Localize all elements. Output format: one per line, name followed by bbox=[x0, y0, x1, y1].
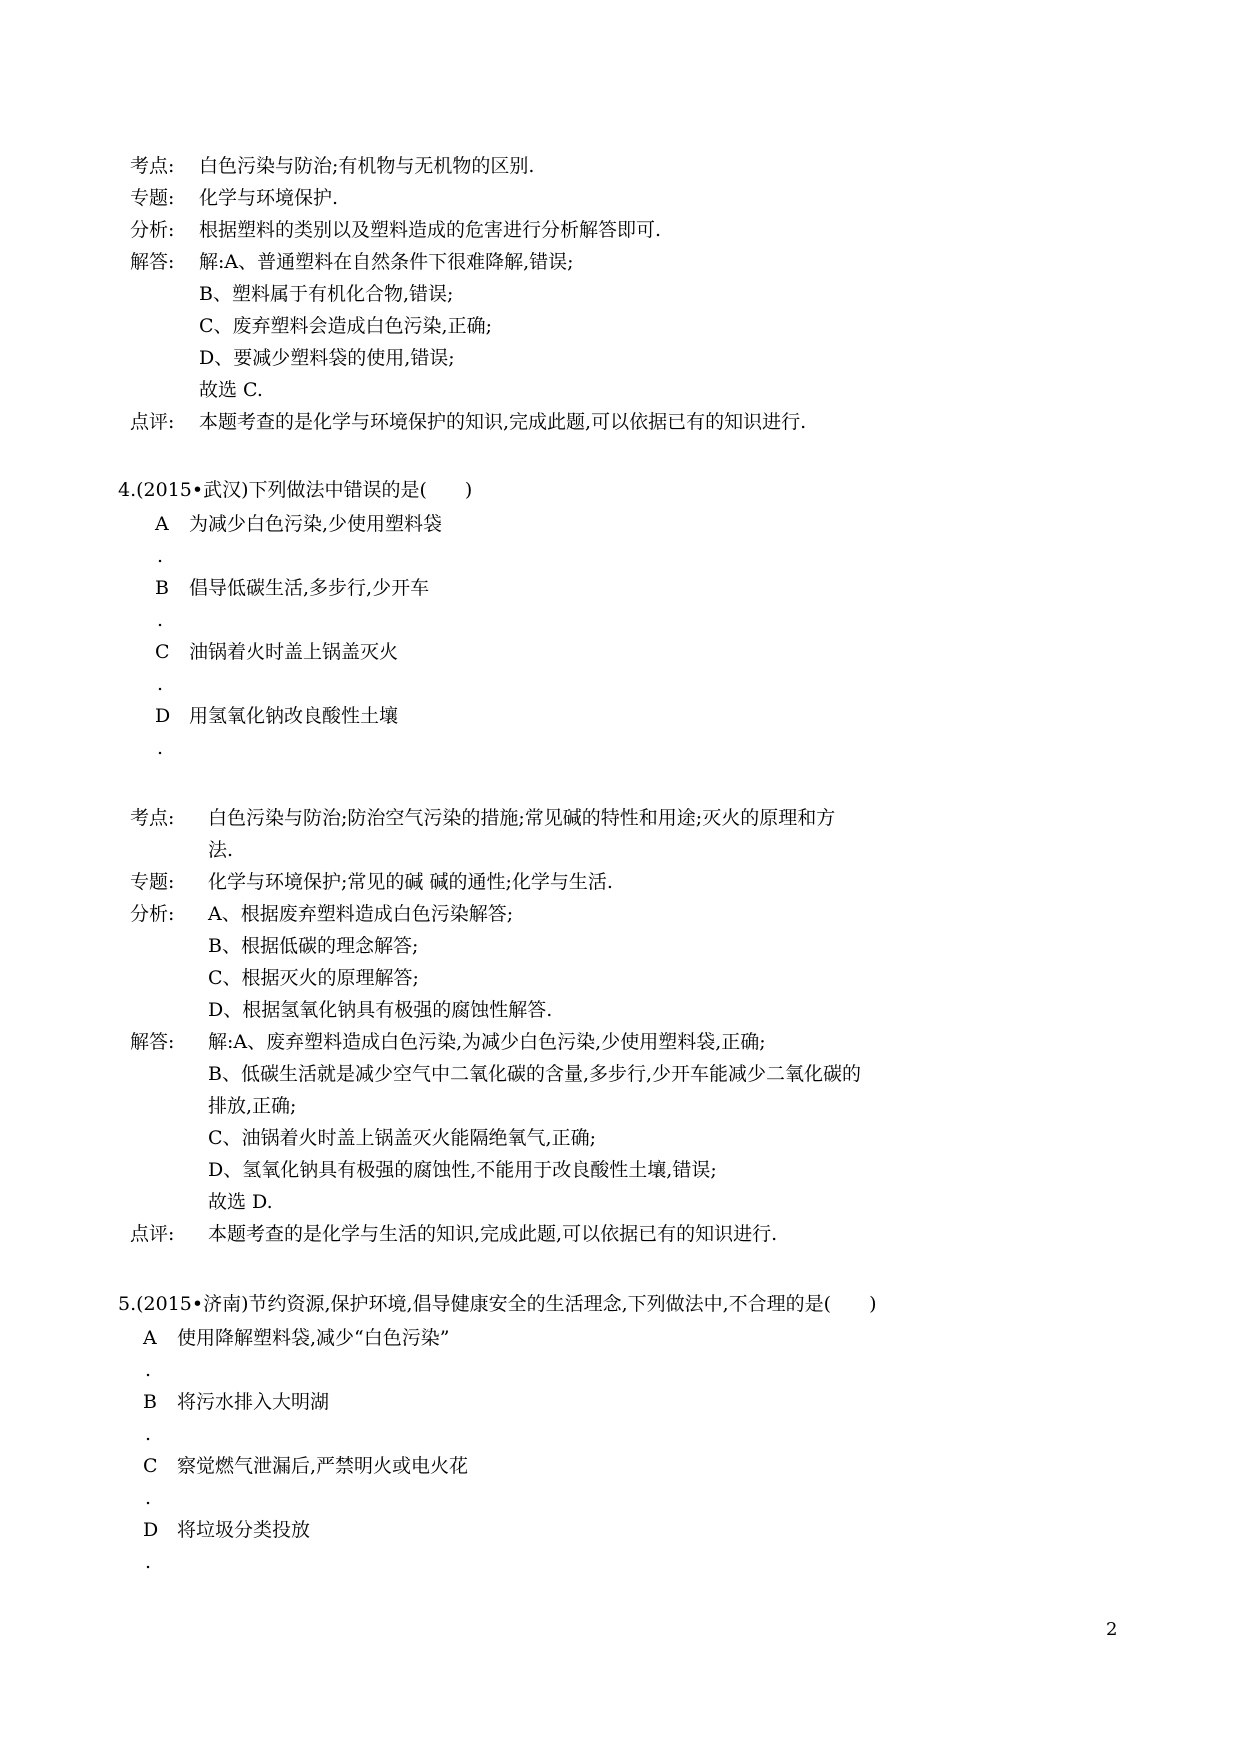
page-number: 2 bbox=[1106, 1619, 1118, 1640]
jieda-line: B、低碳生活就是减少空气中二氧化碳的含量,多步行,少开车能减少二氧化碳的 bbox=[208, 1063, 862, 1085]
fenxi-text: 根据塑料的类别以及塑料造成的危害进行分析解答即可. bbox=[199, 219, 662, 241]
option-letter: D bbox=[143, 1519, 159, 1541]
fenxi-label: 分析: bbox=[130, 219, 175, 241]
option-dot: . bbox=[145, 1487, 152, 1509]
zhuanti-text: 化学与环境保护. bbox=[199, 187, 339, 209]
kaodian-label: 考点: bbox=[130, 807, 175, 829]
option-dot: . bbox=[157, 545, 164, 567]
dianping-label: 点评: bbox=[130, 1223, 175, 1245]
option-text: 油锅着火时盖上锅盖灭火 bbox=[189, 641, 399, 663]
jieda-line: D、要减少塑料袋的使用,错误; bbox=[199, 347, 455, 369]
option-letter: C bbox=[155, 641, 170, 663]
zhuanti-text: 化学与环境保护;常见的碱 碱的通性;化学与生活. bbox=[208, 871, 613, 893]
question-stem: 4.(2015•武汉)下列做法中错误的是( ) bbox=[118, 479, 473, 501]
fenxi-line: B、根据低碳的理念解答; bbox=[208, 935, 419, 957]
kaodian-label: 考点: bbox=[130, 155, 175, 177]
option-letter: C bbox=[143, 1455, 158, 1477]
option-letter: B bbox=[155, 577, 169, 599]
option-text: 用氢氧化钠改良酸性土壤 bbox=[189, 705, 399, 727]
option-text: 倡导低碳生活,多步行,少开车 bbox=[189, 577, 430, 599]
kaodian-text: 法. bbox=[208, 839, 234, 861]
zhuanti-label: 专题: bbox=[130, 871, 175, 893]
option-text: 使用降解塑料袋,减少“白色污染” bbox=[177, 1327, 450, 1349]
fenxi-line: C、根据灭火的原理解答; bbox=[208, 967, 419, 989]
jieda-line: 排放,正确; bbox=[208, 1095, 297, 1117]
dianping-text: 本题考查的是化学与生活的知识,完成此题,可以依据已有的知识进行. bbox=[208, 1223, 778, 1245]
dianping-label: 点评: bbox=[130, 411, 175, 433]
kaodian-text: 白色污染与防治;防治空气污染的措施;常见碱的特性和用途;灭火的原理和方 bbox=[208, 807, 836, 829]
fenxi-line: D、根据氢氧化钠具有极强的腐蚀性解答. bbox=[208, 999, 553, 1021]
option-dot: . bbox=[145, 1423, 152, 1445]
option-dot: . bbox=[157, 737, 164, 759]
jieda-line: C、油锅着火时盖上锅盖灭火能隔绝氧气,正确; bbox=[208, 1127, 596, 1149]
option-letter: A bbox=[155, 513, 169, 535]
option-dot: . bbox=[157, 609, 164, 631]
option-text: 察觉燃气泄漏后,严禁明火或电火花 bbox=[177, 1455, 469, 1477]
jieda-line: 解:A、废弃塑料造成白色污染,为减少白色污染,少使用塑料袋,正确; bbox=[208, 1031, 766, 1053]
kaodian-text: 白色污染与防治;有机物与无机物的区别. bbox=[199, 155, 535, 177]
zhuanti-label: 专题: bbox=[130, 187, 175, 209]
option-text: 为减少白色污染,少使用塑料袋 bbox=[189, 513, 443, 535]
jieda-line: D、氢氧化钠具有极强的腐蚀性,不能用于改良酸性土壤,错误; bbox=[208, 1159, 717, 1181]
option-letter: D bbox=[155, 705, 171, 727]
jieda-line: 解:A、普通塑料在自然条件下很难降解,错误; bbox=[199, 251, 574, 273]
option-text: 将垃圾分类投放 bbox=[177, 1519, 311, 1541]
dianping-text: 本题考查的是化学与环境保护的知识,完成此题,可以依据已有的知识进行. bbox=[199, 411, 807, 433]
option-text: 将污水排入大明湖 bbox=[177, 1391, 330, 1413]
option-letter: B bbox=[143, 1391, 157, 1413]
question-stem: 5.(2015•济南)节约资源,保护环境,倡导健康安全的生活理念,下列做法中,不合理的是( ) bbox=[118, 1293, 877, 1315]
jieda-label: 解答: bbox=[130, 1031, 175, 1053]
jieda-line: 故选 D. bbox=[208, 1191, 273, 1213]
fenxi-label: 分析: bbox=[130, 903, 175, 925]
jieda-label: 解答: bbox=[130, 251, 175, 273]
fenxi-line: A、根据废弃塑料造成白色污染解答; bbox=[208, 903, 514, 925]
jieda-line: 故选 C. bbox=[199, 379, 263, 401]
jieda-line: C、废弃塑料会造成白色污染,正确; bbox=[199, 315, 492, 337]
option-dot: . bbox=[145, 1551, 152, 1573]
option-dot: . bbox=[145, 1359, 152, 1381]
option-dot: . bbox=[157, 673, 164, 695]
jieda-line: B、塑料属于有机化合物,错误; bbox=[199, 283, 454, 305]
option-letter: A bbox=[143, 1327, 157, 1349]
